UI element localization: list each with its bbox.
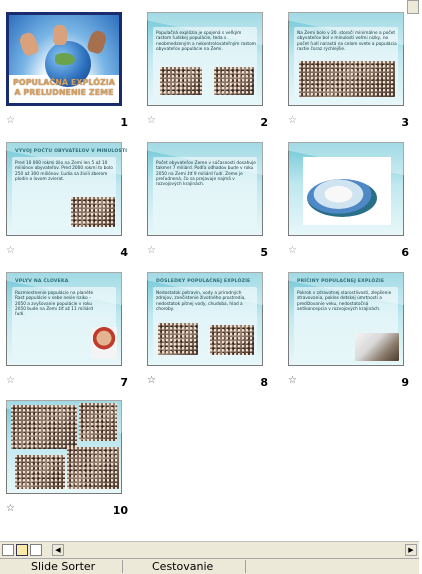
slide-number: 7 — [120, 376, 128, 389]
slide-number: 3 — [401, 116, 409, 129]
slide-show-button[interactable] — [30, 544, 42, 556]
scroll-right-button[interactable]: ▶ — [405, 544, 417, 556]
population-chart-image — [303, 157, 391, 225]
slide-title: PRÍČINY POPULAČNEJ EXPLÓZIE — [297, 279, 385, 284]
slide-thumbnail-4[interactable] — [6, 142, 128, 236]
normal-view-button[interactable] — [2, 544, 14, 556]
cartoon-image — [91, 327, 117, 359]
slide-number: 1 — [120, 116, 128, 129]
slide-title: POPULAČNÁ EXPLÓZIA A PRELUDNENIE ZEME — [13, 78, 115, 97]
slide-text: Rozmiestnenie populácie na planéte Rast populácie v sebe nesie riziko – 2050 a zvyšovanie populácie v roku 2050 bude na Zemi žiť až 11 miliárd ľudí. — [15, 291, 94, 318]
crowd-image — [79, 403, 117, 441]
crowd-image — [67, 447, 119, 489]
crowd-image — [11, 405, 77, 449]
slide-text: Pokrok v zdravotnej starostlivosti, zlepšenie stravovania, pokles detskej úmrtnosti a predlžovanie veku, nedostatočná antikoncepcia v rozvojových krajinách. — [297, 291, 392, 312]
hands-image — [355, 333, 399, 361]
slide-number: 4 — [120, 246, 128, 259]
transition-icon: ☆ — [6, 503, 15, 514]
crowd-image — [210, 325, 254, 355]
slide-text: Pred 10 000 rokmi žilo na Zemi len 5 až 10 miliónov obyvateľov. Pred 2000 rokmi to bolo 250 až 300 miliónov. Ľudia sa živili zberom plodín a lovom zvierat. — [15, 161, 113, 182]
slide-text: Nedostatok potravín, vody a prírodných zdrojov, znečistenie životného prostredia, nedostatok pitnej vody, chudoba, hlad a choroby. — [156, 291, 246, 312]
slide-number: 5 — [260, 246, 268, 259]
status-design-label: Cestovanie — [152, 560, 214, 573]
slide-thumbnail-9[interactable] — [288, 272, 404, 366]
slide-thumbnail-8[interactable] — [147, 272, 263, 366]
hand-image — [53, 25, 67, 45]
transition-icon: ☆ — [147, 375, 156, 386]
transition-icon: ☆ — [288, 375, 297, 386]
slide-text: Počet obyvateľov Zeme v súčasnosti dosahuje takmer 7 miliárd. Podľa odhadov bude v roku 2050 na Zemi žiť 9 miliárd ľudí. Zeme je preľudnená, čo sa prejavuje najmä v rozvojových krajinách. — [156, 161, 256, 188]
slide-number: 2 — [260, 116, 268, 129]
slide-thumbnail-10[interactable] — [6, 400, 122, 494]
view-buttons — [0, 541, 50, 559]
slide-number: 6 — [401, 246, 409, 259]
slide-thumbnail-3[interactable] — [288, 12, 404, 106]
slide-number: 8 — [260, 376, 268, 389]
slide-number: 9 — [401, 376, 409, 389]
slide-sorter-view-button[interactable] — [16, 544, 28, 556]
slide-thumbnail-2[interactable] — [147, 12, 263, 106]
slide-text: Na Zemi bolo v 20. storočí minimálne a počet obyvateľov bol v minulosti veľmi nízky, no počet ľudí narastá na celom svete a populácia rastie čoraz rýchlejšie. — [297, 31, 397, 52]
scroll-up-button[interactable] — [407, 0, 419, 14]
crowd-image — [15, 455, 65, 489]
crowd-image — [214, 67, 254, 95]
slide-title: DÔSLEDKY POPULAČNEJ EXPLÓZIE — [156, 279, 251, 284]
slide-title: VÝVOJ POČTU OBYVATEĽOV V MINULOSTI — [15, 149, 128, 154]
crowd-image — [160, 67, 202, 95]
crowd-image — [299, 61, 395, 97]
slide-number: 10 — [112, 504, 128, 517]
crowd-image — [158, 323, 198, 355]
scroll-left-button[interactable]: ◀ — [52, 544, 64, 556]
slide-text: Populačná explózia je spojená s veľkým rastom ľudskej populácie, teda s neobmedzeným a nekontrolovateľným rastom obyvateľov populácie na Zemi. — [156, 31, 256, 52]
slide-thumbnail-6[interactable] — [288, 142, 404, 236]
slide-thumbnail-7[interactable] — [6, 272, 122, 366]
status-bar — [0, 558, 419, 574]
slide-title: VPLYV NA ČLOVEKA — [15, 279, 69, 284]
slide-thumbnail-5[interactable] — [147, 142, 263, 236]
horizontal-scrollbar[interactable] — [50, 541, 419, 559]
status-view-label: Slide Sorter — [31, 560, 96, 573]
crowd-image — [71, 197, 115, 227]
slide-thumbnail-1[interactable] — [6, 12, 122, 106]
